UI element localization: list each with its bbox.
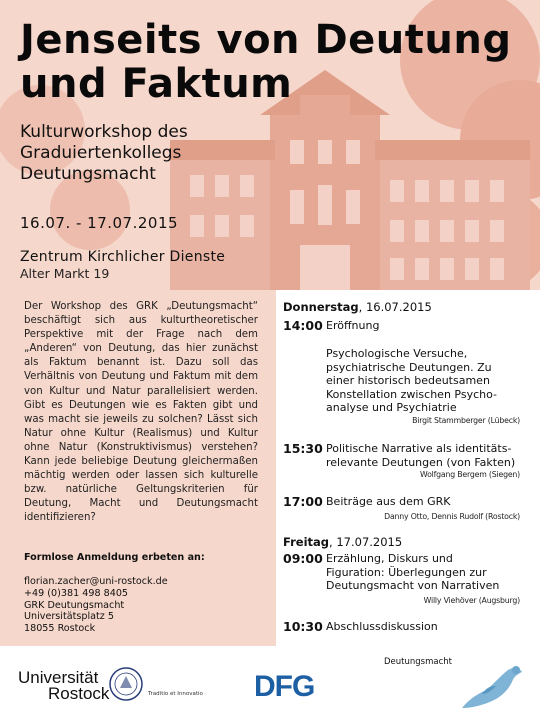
session-speaker: Danny Otto, Dennis Rudolf (Rostock) (384, 512, 520, 521)
title-line-1: Jenseits von Deutung (20, 17, 512, 63)
session-title-line: Figuration: Überlegungen zur (326, 565, 487, 579)
subtitle-line-3: Deutungsmacht (20, 164, 156, 184)
session-time: 10:30 (283, 619, 323, 634)
session-title-line: Konstellation zwischen Psycho- (326, 387, 498, 401)
session-title-line: Politische Narrative als identitäts- (326, 442, 512, 455)
uni-name-line-2: Rostock (48, 684, 110, 703)
session-title: Beiträge aus dem GRK (326, 495, 451, 508)
venue-name: Zentrum Kirchlicher Dienste (20, 249, 226, 265)
session-title (326, 552, 526, 593)
session-time: 17:00 (283, 494, 323, 509)
day-heading-friday (283, 535, 402, 549)
session-title-line: einer historisch bedeutsamen (326, 374, 490, 388)
session-title: Abschlussdiskussion (326, 620, 438, 633)
contact-phone: +49 (0)381 498 8405 (24, 587, 129, 599)
day-heading-thursday (283, 300, 432, 314)
session-time: 14:00 (283, 318, 323, 333)
title-line-2: und Faktum (20, 61, 293, 107)
deutungsmacht-figure-icon (456, 660, 528, 714)
contact-street: Universitätsplatz 5 (24, 611, 114, 623)
page-title (20, 18, 511, 106)
hero-banner (0, 0, 540, 290)
session-speaker: Birgit Stammberger (Lübeck) (412, 416, 520, 425)
uni-name-line-1: Universität (18, 668, 99, 687)
venue-address: Alter Markt 19 (20, 266, 110, 281)
session-title-line: Deutungsmacht von Narrativen (326, 579, 500, 593)
day-date: , 17.07.2015 (329, 535, 403, 549)
session-title-line: analyse und Psychiatrie (326, 401, 457, 415)
subtitle-line-2: Graduiertenkollegs (20, 143, 182, 163)
contact-block (24, 576, 168, 635)
registration-title: Formlose Anmeldung erbeten an: (24, 552, 205, 563)
session-title-line: psychiatrische Deutungen. Zu (326, 360, 492, 374)
university-rostock-logo-text (18, 670, 109, 702)
session-title: Eröffnung (326, 319, 380, 332)
session-speaker: Willy Viehöver (Augsburg) (423, 596, 520, 605)
subtitle-line-1: Kulturworkshop des (20, 122, 188, 142)
dfg-logo: DFG (254, 670, 315, 703)
workshop-abstract: Der Workshop des GRK „Deutungsmacht“ beschäftigt sich aus kulturtheoretischer Perspektive mit der Frage nach dem „Anderen“ von Deutung, das hier zunächst als Faktum benannt ist. Dazu soll das Verhältnis von Deutung und Faktum mit dem von Kultur und Natur parallelisiert werden. Gibt es Deutungen wie es Fakten gibt und was macht sie jeweils zu solchen? Lässt sich Natur ohne Kultur (Realismus) und Kultur ohne Natur (Konstruktivismus) verstehen? Kann jede beliebige Deutung gleichermaßen mächtig werden oder lassen sich kulturelle bzw. natürliche Geltungskriterien für Deutung, Macht und Deutungsmacht identifizieren? (24, 301, 258, 524)
session-speaker: Wolfgang Bergem (Siegen) (420, 470, 520, 479)
day-name: Donnerstag (283, 300, 359, 314)
university-seal-icon (108, 666, 144, 702)
session-title-line: Erzählung, Diskurs und (326, 552, 453, 565)
event-dates: 16.07. - 17.07.2015 (20, 214, 179, 232)
session-title (326, 442, 526, 469)
session-time: 09:00 (283, 551, 323, 566)
day-name: Freitag (283, 535, 330, 549)
subtitle (20, 122, 188, 185)
contact-email[interactable]: florian.zacher@uni-rostock.de (24, 576, 168, 587)
session-title-line: relevante Deutungen (von Fakten) (326, 455, 516, 469)
session-title-line: Psychologische Versuche, (326, 347, 468, 360)
session-time: 15:30 (283, 441, 323, 456)
day-date: , 16.07.2015 (358, 300, 432, 314)
session-title (326, 347, 526, 415)
contact-org: GRK Deutungsmacht (24, 599, 125, 611)
contact-city: 18055 Rostock (24, 623, 96, 635)
university-tagline: Traditio et Innovatio (148, 691, 203, 697)
deutungsmacht-logo-label: Deutungsmacht (384, 657, 452, 667)
